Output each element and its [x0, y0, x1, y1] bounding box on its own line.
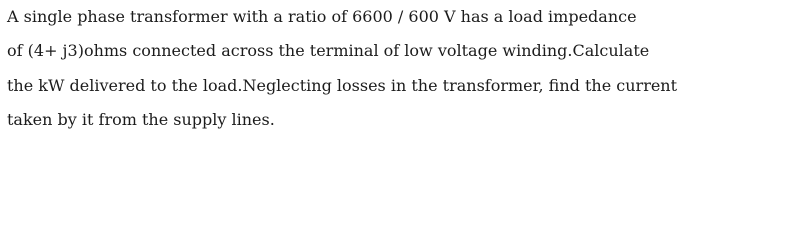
problem-line-1: A single phase transformer with a ratio of 6600 / 600 V has a load impedance [7, 7, 637, 26]
problem-line-2: of (4+ j3)ohms connected across the terminal of low voltage winding.Calculate [7, 41, 650, 60]
problem-line-4: taken by it from the supply lines. [7, 110, 275, 129]
problem-line-3: the kW delivered to the load.Neglecting losses in the transformer, find the current [7, 76, 678, 95]
